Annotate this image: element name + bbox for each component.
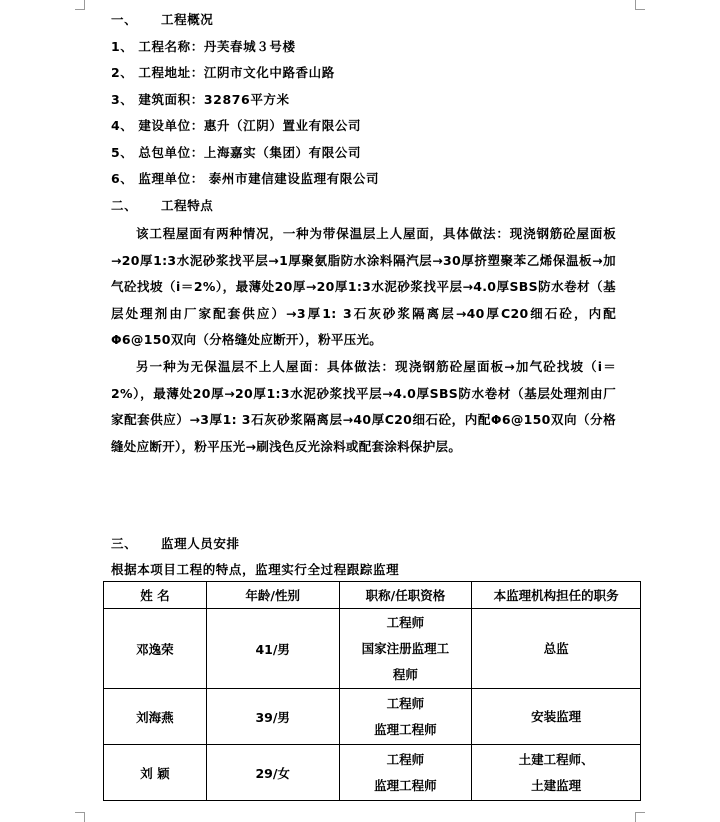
- staff-table: [103, 581, 641, 801]
- section-number: 二、: [111, 198, 138, 213]
- section-title: 工程概况: [161, 12, 214, 27]
- role-line: 总监: [543, 640, 569, 656]
- table-row: [104, 689, 641, 745]
- header-qualification: 职称/任职资格: [339, 582, 472, 609]
- table-header-row: [104, 582, 641, 609]
- corner-mark-bottom-left: [75, 812, 85, 813]
- qualification-line: 监理工程师: [374, 777, 437, 793]
- cell-role: [472, 745, 641, 801]
- corner-mark-top-left: [84, 0, 85, 9]
- qualification-line: 工程师: [386, 751, 425, 767]
- features-body: [111, 221, 616, 460]
- qualification-line: 国家注册监理工: [361, 640, 450, 656]
- staffing-intro: 根据本项目工程的特点，监理实行全过程跟踪监理: [111, 562, 400, 577]
- cell-name: 刘海燕: [104, 689, 207, 745]
- section-heading-staffing: [111, 534, 240, 552]
- section-title: 监理人员安排: [161, 536, 240, 551]
- header-role: 本监理机构担任的职务: [472, 582, 641, 609]
- section-number: 三、: [111, 536, 138, 551]
- qualification-line: 监理工程师: [374, 721, 437, 737]
- cell-age-gender: 41/男: [206, 609, 339, 689]
- section-heading-overview: [111, 10, 213, 28]
- qualification-line: 工程师: [386, 695, 425, 711]
- header-age-gender: 年龄/性别: [206, 582, 339, 609]
- cell-role: [472, 689, 641, 745]
- overview-item: 2、 工程地址：江阴市文化中路香山路: [111, 65, 335, 80]
- role-line: 安装监理: [531, 708, 582, 724]
- cell-age-gender: 39/男: [206, 689, 339, 745]
- corner-mark-bottom-right: [635, 812, 636, 822]
- corner-mark-bottom-left: [84, 812, 85, 822]
- cell-qualification: [339, 689, 472, 745]
- cell-qualification: [339, 609, 472, 689]
- header-name: 姓 名: [104, 582, 207, 609]
- cell-role: [472, 609, 641, 689]
- cell-name: 刘 颖: [104, 745, 207, 801]
- feature-paragraph: 该工程屋面有两种情况，一种为带保温层上人屋面，具体做法：现浇钢筋砼屋面板→20厚1:3水泥砂浆找平层→1厚聚氨脂防水涂料隔汽层→30厚挤塑聚苯乙烯保温板→加气砼找坡（i＝2%），最薄处20厚→20厚1:3水泥砂浆找平层→4.0厚SBS防水卷材（基层处理剂由厂家配套供应）→3厚1: 3石灰砂浆隔离层→40厚C20细石砼，内配Φ6@150双向（分格缝处应断开），粉平压光。: [111, 226, 616, 348]
- role-line: 土建工程师、: [518, 751, 594, 767]
- cell-name: 邓逸荣: [104, 609, 207, 689]
- overview-item: 6、 监理单位： 泰州市建信建设监理有限公司: [111, 171, 380, 186]
- cell-age-gender: 29/女: [206, 745, 339, 801]
- section-title: 工程特点: [161, 198, 214, 213]
- role-line: 土建监理: [531, 777, 582, 793]
- qualification-line: 工程师: [386, 614, 425, 630]
- corner-mark-bottom-right: [635, 812, 645, 813]
- qualification-line: 程师: [392, 666, 418, 682]
- overview-item: 1、 工程名称：丹芙春城３号楼: [111, 39, 296, 54]
- corner-mark-top-right: [635, 9, 645, 10]
- corner-mark-top-left: [75, 9, 85, 10]
- overview-item: 5、 总包单位：上海嘉实（集团）有限公司: [111, 145, 362, 160]
- overview-item: 3、 建筑面积：32876平方米: [111, 92, 290, 107]
- cell-qualification: [339, 745, 472, 801]
- overview-item: 4、 建设单位：惠升（江阴）置业有限公司: [111, 118, 362, 133]
- section-number: 一、: [111, 12, 138, 27]
- table-row: [104, 745, 641, 801]
- feature-paragraph: 另一种为无保温层不上人屋面：具体做法：现浇钢筋砼屋面板→加气砼找坡（i＝2%），最薄处20厚→20厚1:3水泥砂浆找平层→4.0厚SBS防水卷材（基层处理剂由厂家配套供应）→3厚1: 3石灰砂浆隔离层→40厚C20细石砼，内配Φ6@150双向（分格缝处应断开），粉平压光→刷浅色反光涂料或配套涂料保护层。: [111, 358, 616, 454]
- corner-mark-top-right: [635, 0, 636, 9]
- table-row: [104, 609, 641, 689]
- section-heading-features: [111, 196, 213, 214]
